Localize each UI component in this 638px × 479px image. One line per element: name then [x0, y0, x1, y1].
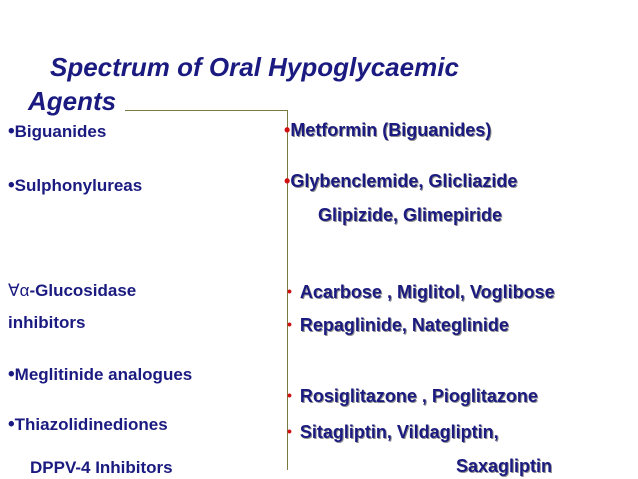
drug-glybenclemide	[284, 170, 517, 192]
class-alpha-glucosidase	[8, 281, 136, 301]
class-label: Thiazolidinediones	[14, 415, 168, 434]
bullet: •	[287, 283, 292, 299]
drug-saxagliptin: Saxagliptin	[456, 456, 553, 476]
class-dppv4: DPPV-4 Inhibitors	[30, 458, 173, 477]
class-meglitinide	[8, 365, 192, 385]
bullet: •	[8, 121, 15, 142]
drug-label: Repaglinide, Nateglinide	[299, 315, 509, 335]
drug-rosiglitazone	[287, 384, 538, 407]
drug-acarbose	[287, 280, 638, 303]
drug-label: Sitagliptin, Vildagliptin,	[299, 422, 499, 442]
class-alpha-glucosidase-line2: inhibitors	[8, 313, 86, 332]
bullet: •	[287, 316, 292, 332]
bullet: •	[8, 364, 15, 385]
drug-sitagliptin	[287, 420, 499, 443]
bullet: •	[287, 423, 292, 439]
class-sulphonylureas	[8, 176, 142, 196]
drug-label: Rosiglitazone , Pioglitazone	[299, 386, 538, 406]
bullet: •	[8, 414, 15, 435]
title-line-2: Agents	[28, 86, 117, 116]
class-thiazolidinediones	[8, 415, 168, 435]
bullet: •	[284, 120, 291, 140]
bullet: •	[8, 175, 15, 196]
class-biguanides	[8, 122, 106, 142]
bullet: •	[287, 387, 292, 403]
class-label: Meglitinide analogues	[14, 365, 193, 384]
class-label: -Glucosidase	[29, 281, 137, 300]
drug-metformin	[284, 119, 491, 141]
drug-glipizide: Glipizide, Glimepiride	[318, 205, 503, 225]
drug-label: Glybenclemide, Glicliazide	[290, 171, 518, 191]
drug-label: Acarbose , Miglitol, Voglibose	[299, 282, 555, 302]
bullet: •	[284, 171, 291, 191]
alpha-symbols: ∀α	[8, 281, 30, 300]
drug-repaglinide	[287, 313, 509, 336]
title-line-1: Spectrum of Oral Hypoglycaemic	[50, 52, 459, 82]
drug-label: Metformin (Biguanides)	[290, 120, 492, 140]
class-label: Sulphonylureas	[14, 176, 143, 195]
class-label: Biguanides	[14, 122, 107, 141]
slide-title	[28, 50, 608, 118]
horizontal-divider	[125, 110, 287, 111]
